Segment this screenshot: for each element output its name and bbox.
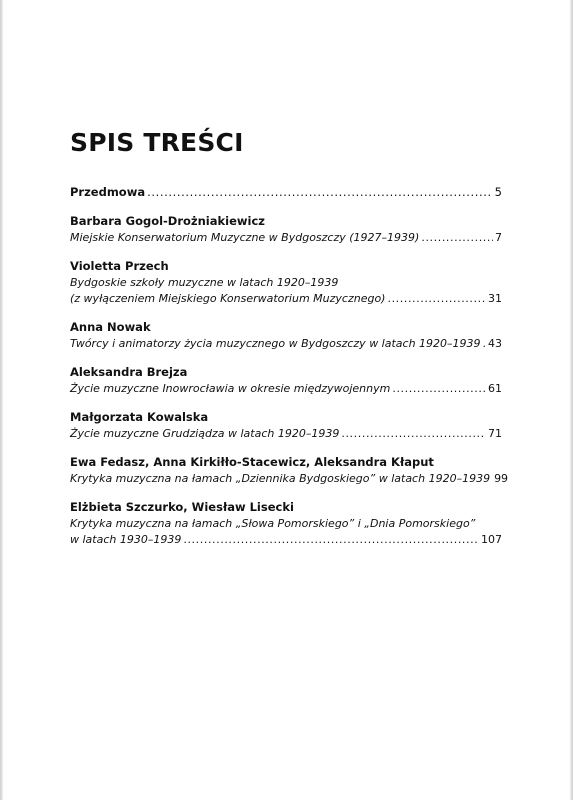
page-number: 99	[494, 472, 509, 485]
entry-author: Małgorzata Kowalska	[70, 410, 209, 424]
page-number: 5	[494, 185, 502, 199]
toc-entry[interactable]	[70, 454, 509, 487]
toc-preface-title: Przedmowa	[70, 185, 146, 199]
entry-author: Ewa Fedasz, Anna Kirkiłło-Stacewicz, Aleksandra Kłaput	[70, 455, 434, 469]
entry-author: Violetta Przech	[70, 259, 169, 273]
entry-title-continued: (z wyłączeniem Miejskiego Konserwatorium Muzycznego)	[70, 292, 386, 305]
entry-author: Aleksandra Brejza	[70, 365, 188, 379]
dot-leader	[483, 336, 486, 352]
entry-title-line	[70, 532, 502, 548]
dot-leader	[421, 230, 493, 246]
entry-title: Życie muzyczne Grudziądza w latach 1920–1939	[70, 427, 340, 440]
entry-title-line	[70, 291, 502, 307]
entry-title: Krytyka muzyczna na łamach „Dziennika Bydgoskiego” w latach 1920–1939	[70, 472, 491, 485]
toc-entry[interactable]	[70, 319, 502, 352]
toc-entry[interactable]	[70, 258, 502, 307]
page-number: 61	[488, 382, 502, 395]
page-edge-left	[0, 0, 3, 800]
toc-entry-preface[interactable]	[70, 184, 502, 201]
entry-title: Bydgoskie szkoły muzyczne w latach 1920–1939	[70, 276, 339, 289]
page-number: 7	[495, 231, 502, 244]
page-number: 31	[488, 292, 502, 305]
page-number: 43	[488, 337, 502, 350]
entry-title-line	[70, 426, 502, 442]
entry-author: Barbara Gogol-Drożniakiewicz	[70, 214, 265, 228]
page-number: 107	[481, 533, 502, 546]
entry-author: Anna Nowak	[70, 320, 151, 334]
entry-title-line	[70, 336, 502, 352]
page-title: SPIS TREŚCI	[70, 128, 244, 157]
table-of-contents	[70, 184, 509, 560]
entry-title-continued: w latach 1930–1939	[70, 533, 182, 546]
entry-title-line	[70, 381, 502, 397]
toc-entry[interactable]	[70, 499, 502, 548]
dot-leader	[341, 426, 486, 442]
dot-leader	[392, 381, 486, 397]
toc-entry[interactable]	[70, 409, 502, 442]
dot-leader	[147, 184, 493, 201]
dot-leader	[387, 291, 486, 307]
entry-title: Miejskie Konserwatorium Muzyczne w Bydgoszczy (1927–1939)	[70, 231, 420, 244]
entry-title-line	[70, 471, 509, 487]
page-number: 71	[488, 427, 502, 440]
dot-leader	[183, 532, 479, 548]
entry-title-line	[70, 230, 502, 246]
toc-entry[interactable]	[70, 213, 502, 246]
entry-title: Krytyka muzyczna na łamach „Słowa Pomorskiego” i „Dnia Pomorskiego”	[70, 517, 476, 530]
toc-entry[interactable]	[70, 364, 502, 397]
entry-author: Elżbieta Szczurko, Wiesław Lisecki	[70, 500, 294, 514]
toc-preface-line	[70, 184, 502, 201]
entry-title: Życie muzyczne Inowrocławia w okresie międzywojennym	[70, 382, 391, 395]
entry-title: Twórcy i animatorzy życia muzycznego w Bydgoszczy w latach 1920–1939	[70, 337, 481, 350]
